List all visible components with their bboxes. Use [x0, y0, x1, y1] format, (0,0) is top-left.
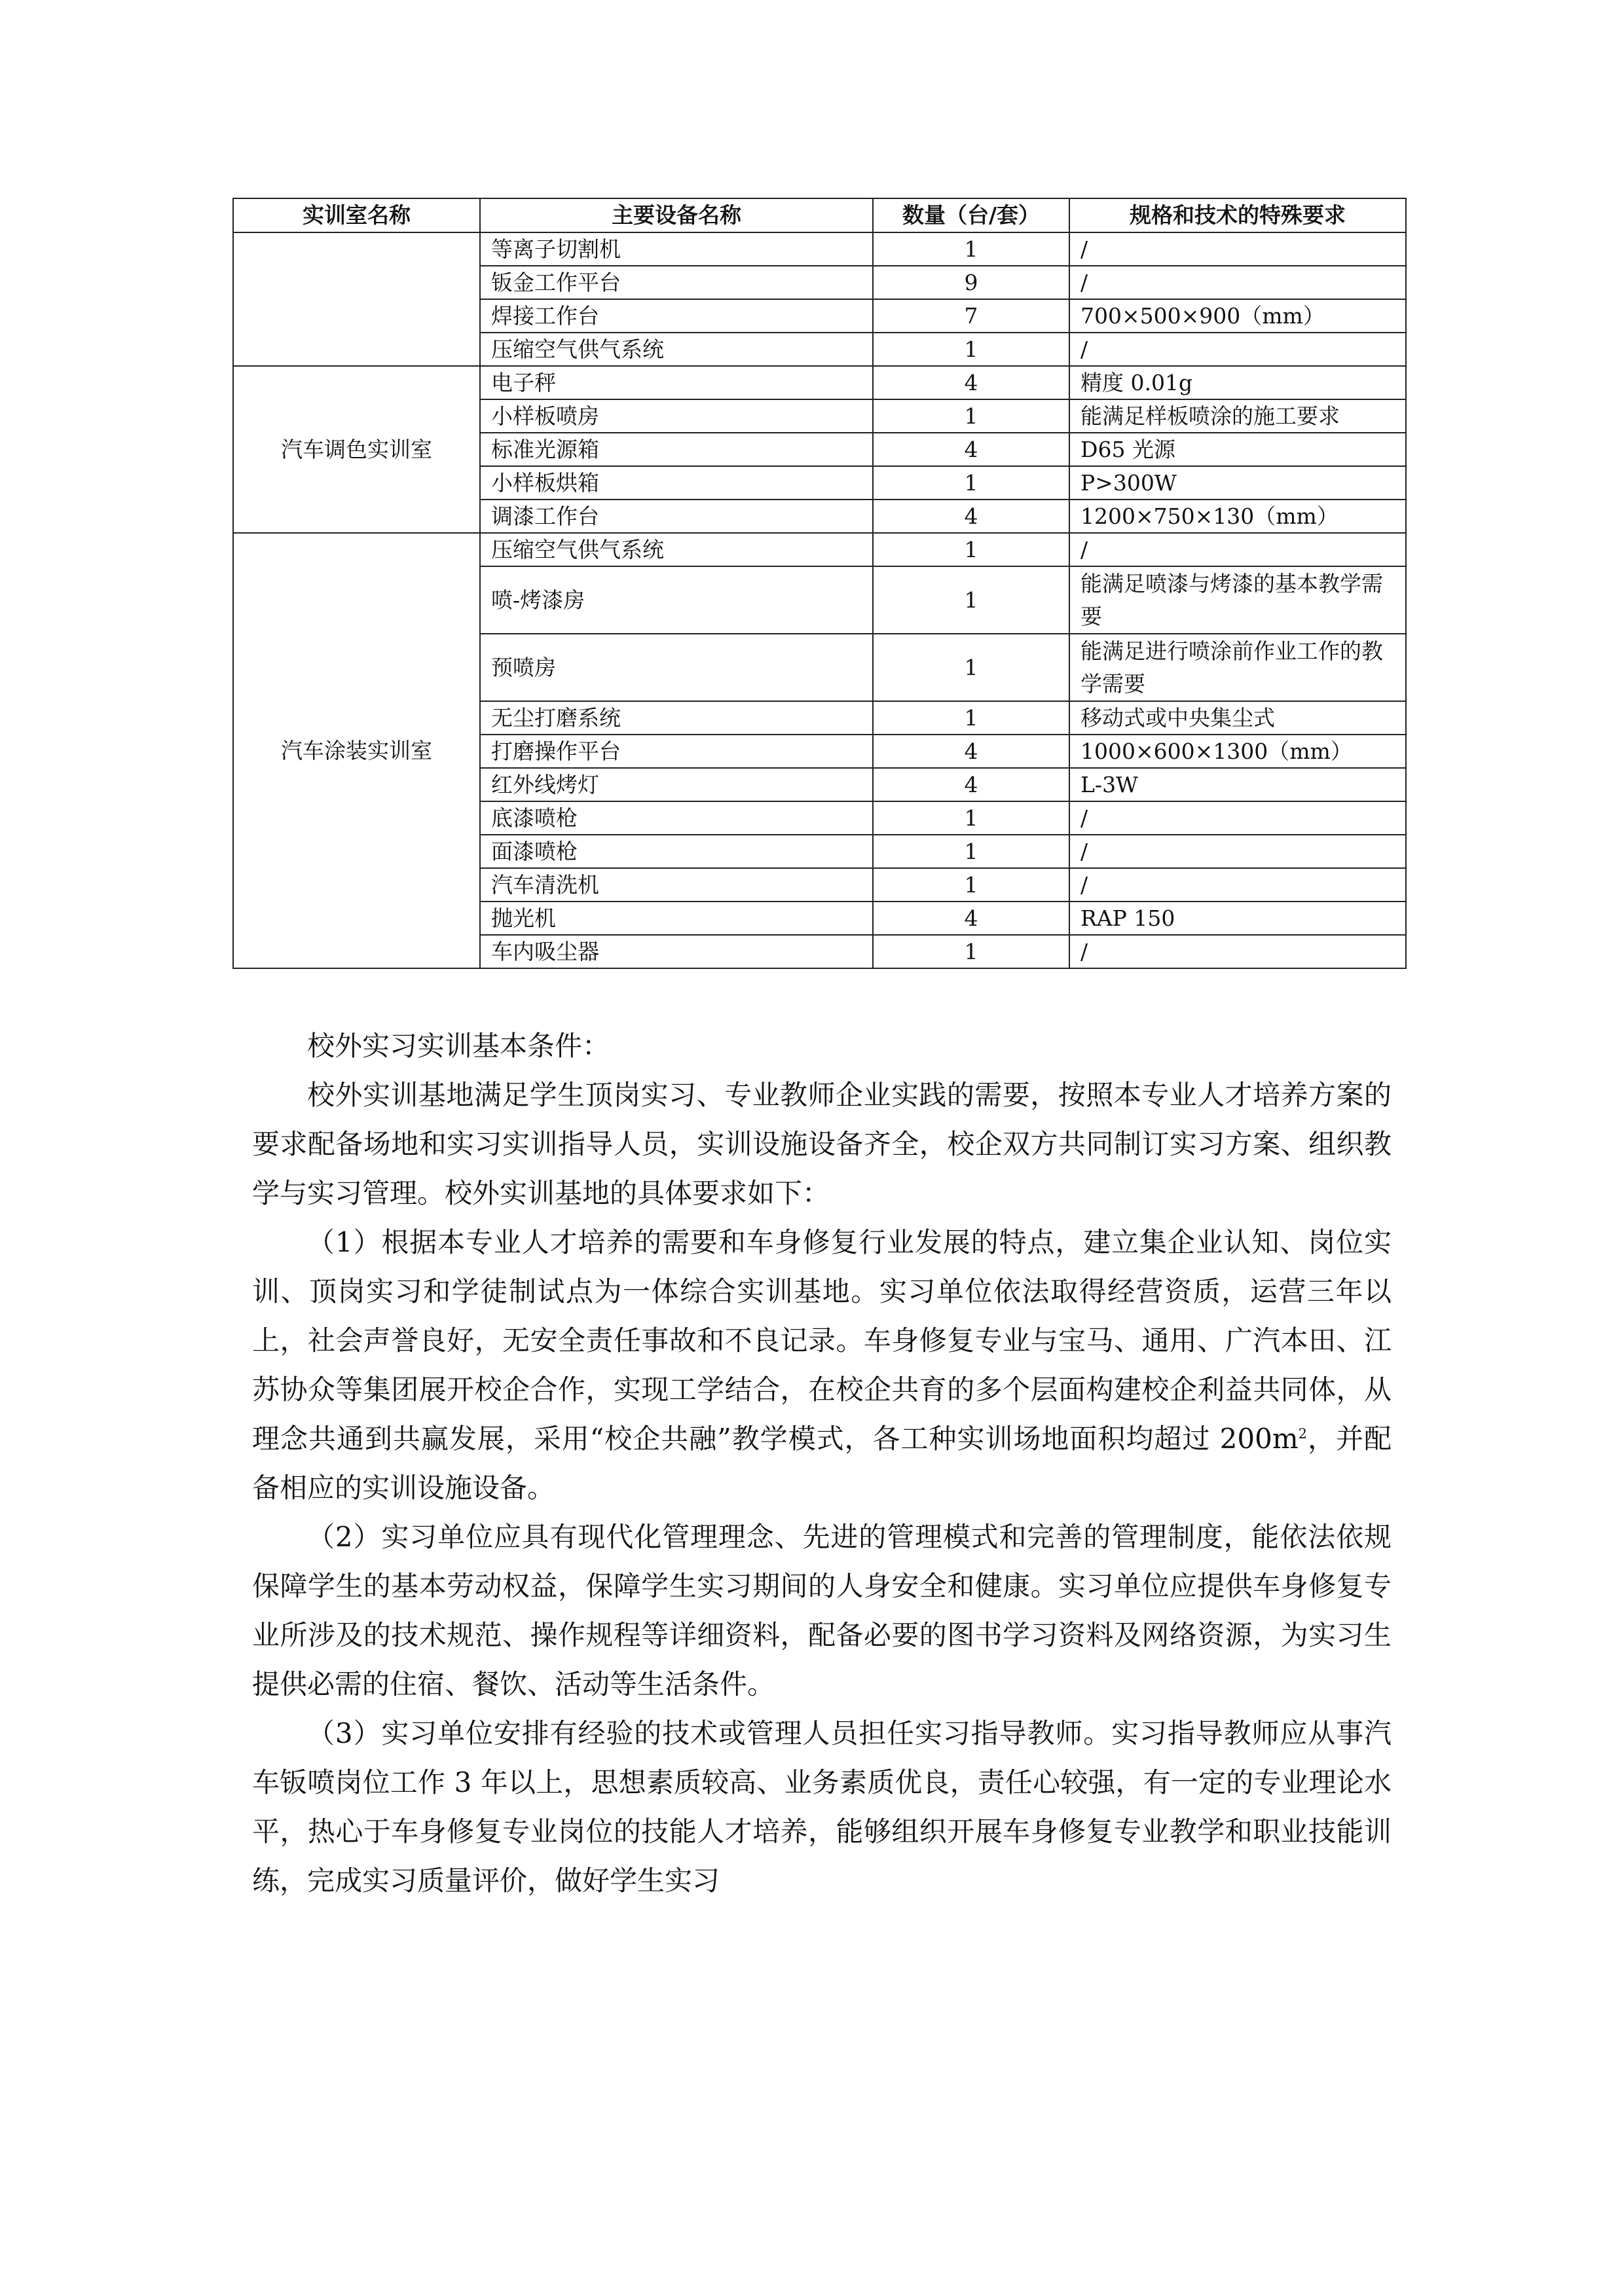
spec-cell: / [1069, 835, 1406, 868]
quantity-cell: 1 [873, 701, 1069, 735]
quantity-cell: 1 [873, 566, 1069, 634]
equipment-name-cell: 焊接工作台 [480, 299, 873, 333]
quantity-cell: 9 [873, 266, 1069, 299]
quantity-cell: 1 [873, 232, 1069, 266]
room-name-cell: 汽车涂装实训室 [233, 533, 480, 968]
spec-cell: / [1069, 266, 1406, 299]
equipment-name-cell: 小样板喷房 [480, 399, 873, 433]
spec-cell: / [1069, 935, 1406, 968]
quantity-cell: 1 [873, 333, 1069, 366]
room-name-cell: 汽车调色实训室 [233, 366, 480, 533]
equipment-name-cell: 小样板烘箱 [480, 466, 873, 500]
equipment-name-cell: 压缩空气供气系统 [480, 333, 873, 366]
equipment-name-cell: 喷-烤漆房 [480, 566, 873, 634]
equipment-name-cell: 抛光机 [480, 902, 873, 935]
quantity-cell: 7 [873, 299, 1069, 333]
header-quantity: 数量（台/套） [873, 198, 1069, 232]
body-text [252, 1021, 1392, 1905]
equipment-name-cell: 车内吸尘器 [480, 935, 873, 968]
spec-cell: D65 光源 [1069, 433, 1406, 466]
quantity-cell: 4 [873, 902, 1069, 935]
paragraph-1: 校外实训基地满足学生顶岗实习、专业教师企业实践的需要，按照本专业人才培养方案的要求配备场地和实习实训指导人员，实训设施设备齐全，校企双方共同制订实习方案、组织教学与实习管理。校外实训基地的具体要求如下： [252, 1079, 1392, 1209]
equipment-name-cell: 标准光源箱 [480, 433, 873, 466]
quantity-cell: 1 [873, 835, 1069, 868]
quantity-cell: 1 [873, 935, 1069, 968]
spec-cell: 能满足喷漆与烤漆的基本教学需要 [1069, 566, 1406, 634]
equipment-table [232, 198, 1407, 969]
paragraph-2-part-b: ，并配备相应的实训设施设备。 [252, 1423, 1392, 1504]
spec-cell: 精度 0.01g [1069, 366, 1406, 399]
equipment-name-cell: 汽车清洗机 [480, 868, 873, 902]
quantity-cell: 4 [873, 500, 1069, 533]
quantity-cell: 1 [873, 466, 1069, 500]
quantity-cell: 1 [873, 634, 1069, 701]
spec-cell: / [1069, 868, 1406, 902]
room-name-cell [233, 232, 480, 366]
table-body [233, 232, 1406, 968]
spec-cell: / [1069, 333, 1406, 366]
paragraph-4: （3）实习单位安排有经验的技术或管理人员担任实习指导教师。实习指导教师应从事汽车钣喷岗位工作 3 年以上，思想素质较高、业务素质优良，责任心较强，有一定的专业理论水平，热心于车身修复专业岗位的技能人才培养，能够组织开展车身修复专业教学和职业技能训练，完成实习质量评价，做好学生实习 [252, 1717, 1392, 1897]
quantity-cell: 4 [873, 433, 1069, 466]
equipment-name-cell: 钣金工作平台 [480, 266, 873, 299]
table-header-row [233, 198, 1406, 232]
spec-cell: P>300W [1069, 466, 1406, 500]
superscript-2: 2 [1298, 1426, 1308, 1442]
paragraph-2 [252, 1218, 1392, 1512]
spec-cell: 能满足样板喷涂的施工要求 [1069, 399, 1406, 433]
spec-cell: L-3W [1069, 768, 1406, 801]
quantity-cell: 4 [873, 768, 1069, 801]
table-row [233, 366, 1406, 399]
quantity-cell: 4 [873, 735, 1069, 768]
equipment-name-cell: 调漆工作台 [480, 500, 873, 533]
equipment-name-cell: 红外线烤灯 [480, 768, 873, 801]
table-row [233, 232, 1406, 266]
spec-cell: 能满足进行喷涂前作业工作的教学需要 [1069, 634, 1406, 701]
spec-cell: 移动式或中央集尘式 [1069, 701, 1406, 735]
spec-cell: 700×500×900（mm） [1069, 299, 1406, 333]
equipment-name-cell: 预喷房 [480, 634, 873, 701]
paragraph-2-part-a: （1）根据本专业人才培养的需要和车身修复行业发展的特点，建立集企业认知、岗位实训、顶岗实习和学徒制试点为一体综合实训基地。实习单位依法取得经营资质，运营三年以上，社会声誉良好，无安全责任事故和不良记录。车身修复专业与宝马、通用、广汽本田、江苏协众等集团展开校企合作，实现工学结合，在校企共育的多个层面构建校企利益共同体，从理念共通到共赢发展，采用“校企共融”教学模式，各工种实训场地面积均超过 200m [252, 1226, 1392, 1455]
paragraph-3: （2）实习单位应具有现代化管理理念、先进的管理模式和完善的管理制度，能依法依规保障学生的基本劳动权益，保障学生实习期间的人身安全和健康。实习单位应提供车身修复专业所涉及的技术规范、操作规程等详细资料，配备必要的图书学习资料及网络资源，为实习生提供必需的住宿、餐饮、活动等生活条件。 [252, 1521, 1392, 1700]
spec-cell: RAP 150 [1069, 902, 1406, 935]
table-row [233, 533, 1406, 566]
quantity-cell: 4 [873, 366, 1069, 399]
equipment-name-cell: 底漆喷枪 [480, 801, 873, 835]
spec-cell: 1000×600×1300（mm） [1069, 735, 1406, 768]
spec-cell: / [1069, 801, 1406, 835]
equipment-name-cell: 等离子切割机 [480, 232, 873, 266]
equipment-name-cell: 无尘打磨系统 [480, 701, 873, 735]
spec-cell: 1200×750×130（mm） [1069, 500, 1406, 533]
quantity-cell: 1 [873, 801, 1069, 835]
header-room: 实训室名称 [233, 198, 480, 232]
section-heading: 校外实习实训基本条件： [307, 1030, 610, 1062]
spec-cell: / [1069, 533, 1406, 566]
quantity-cell: 1 [873, 399, 1069, 433]
spec-cell: / [1069, 232, 1406, 266]
equipment-name-cell: 面漆喷枪 [480, 835, 873, 868]
quantity-cell: 1 [873, 533, 1069, 566]
quantity-cell: 1 [873, 868, 1069, 902]
equipment-name-cell: 打磨操作平台 [480, 735, 873, 768]
header-spec: 规格和技术的特殊要求 [1069, 198, 1406, 232]
header-equipment: 主要设备名称 [480, 198, 873, 232]
equipment-name-cell: 压缩空气供气系统 [480, 533, 873, 566]
equipment-name-cell: 电子秤 [480, 366, 873, 399]
